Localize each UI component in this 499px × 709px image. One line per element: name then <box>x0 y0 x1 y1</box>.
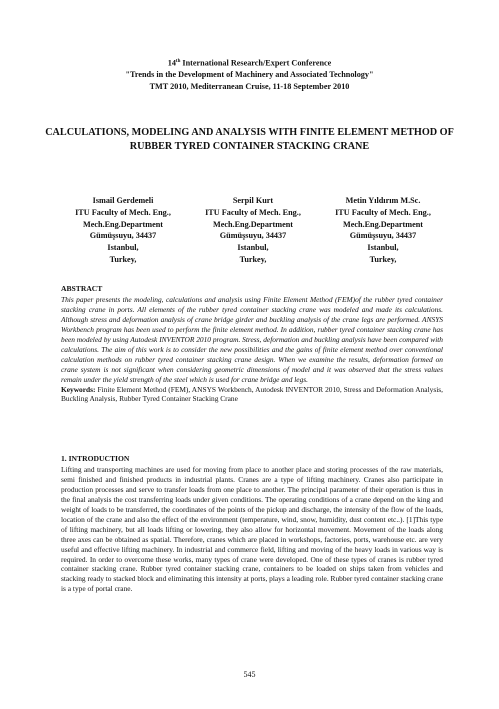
author-1 <box>58 195 188 266</box>
abstract-body: This paper presents the modeling, calculations and analysis using Finite Element Method (FEM)of the rubber tyred container stacking crane in ports. All elements of the rubber tyred container stacking crane was modeled and made its calculations. Although stress and deformation analysis of crane bridge girder and buckling analysis of the crane legs are performed. ANSYS Workbench program has been used to perform the finite element method. In addition, rubber tyred container stacking crane has been modeled by using Autodesk INVENTOR 2010 program. Stress, deformation and buckling analysis have been compared with calculations. The aim of this work is to consider the new possibilities and the gains of finite element method over conventional calculation methods on rubber tyred container stacking crane design. When we examine the results, deformation formed on crane system is not significant when considering geometric dimensions of model and it was observed that the stress values remain under the yield strength of the steel which is used for crane bridge and legs. <box>61 294 443 384</box>
author-dept: Mech.Eng.Department <box>82 219 164 229</box>
author-3 <box>318 195 448 266</box>
author-name: Ismail Gerdemeli <box>92 196 154 205</box>
paper-title: CALCULATIONS, MODELING AND ANALYSIS WITH FINITE ELEMENT METHOD OF RUBBER TYRED CONTAINER STACKING CRANE <box>45 127 454 152</box>
introduction-heading: 1. INTRODUCTION <box>61 454 130 463</box>
keywords-text: Finite Element Method (FEM), ANSYS Workbench, Autodesk INVENTOR 2010, Stress and Deformation Analysis, Buckling Analysis, Rubber Tyred Container Stacking Crane <box>61 384 443 404</box>
author-address: Gümüşsuyu, 34437 <box>219 231 287 241</box>
keywords <box>61 385 443 405</box>
author-country: Turkey, <box>369 254 397 264</box>
author-country: Turkey, <box>239 254 267 264</box>
author-faculty: ITU Faculty of Mech. Eng., <box>335 207 431 217</box>
author-country: Turkey, <box>109 254 137 264</box>
author-city: Istanbul, <box>367 243 399 253</box>
author-faculty: ITU Faculty of Mech. Eng., <box>75 207 171 217</box>
author-2 <box>188 195 318 266</box>
author-address: Gümüşsuyu, 34437 <box>349 231 417 241</box>
author-city: Istanbul, <box>237 243 269 253</box>
author-name: Metin Yıldırım M.Sc. <box>345 196 421 205</box>
author-address: Gümüşsuyu, 34437 <box>89 231 157 241</box>
conference-subtitle: "Trends in the Development of Machinery and Associated Technology" <box>125 70 374 80</box>
abstract-section <box>61 284 443 404</box>
author-dept: Mech.Eng.Department <box>342 219 424 229</box>
conference-name: 14th International Research/Expert Conference <box>167 58 332 68</box>
conference-location: TMT 2010, Mediterranean Cruise, 11-18 September 2010 <box>149 81 350 91</box>
keywords-label: Keywords: <box>61 384 96 394</box>
author-city: Istanbul, <box>107 243 139 253</box>
introduction-body: Lifting and transporting machines are used for moving from place to another place and storing processes of the raw materials, semi finished and finished products in industrial plants. Cranes are a type of lifting machinery. Cranes also participate in production processes and serve to transfer loads from one place to another. The principal parameter of their operation is thus in the final analysis the cost transferring loads under given conditions. The operating conditions of a crane depend on the king and weight of loads to be transferred, the coordinates of the points of the pickup and discharge, the intensity of the flow of the loads, location of the crane and also the effect of the environment (temperature, wind, snow, humidity, dust content etc..). [1]This type of lifting machinery, but all loads lifting or lowering, they also allow for horizontal movement. Movement of the loads along three axes can be obtained as spatial. Therefore, cranes which are placed in workshops, factories, ports, warehouse etc. are very useful and effective lifting machinery. In industrial and commerce field, lifting and moving of the heavy loads in various way is required. In order to overcome these works, many types of crane were developed. One of these types of cranes is rubber tyred container stacking crane. Rubber tyred container stacking crane, containers to be loaded on ships taken from vehicles and stacking ready to stacked block and eliminating this intensity at ports, plays a leading role. Rubber tyred container stacking crane is a type of portal crane. <box>61 464 443 594</box>
author-dept: Mech.Eng.Department <box>212 219 294 229</box>
abstract-heading: ABSTRACT <box>61 284 103 293</box>
page-number: 545 <box>243 670 256 679</box>
author-name: Serpil Kurt <box>232 196 274 205</box>
author-faculty: ITU Faculty of Mech. Eng., <box>205 207 301 217</box>
author-block <box>58 195 448 266</box>
introduction-section <box>61 454 443 594</box>
conference-header <box>0 56 499 92</box>
